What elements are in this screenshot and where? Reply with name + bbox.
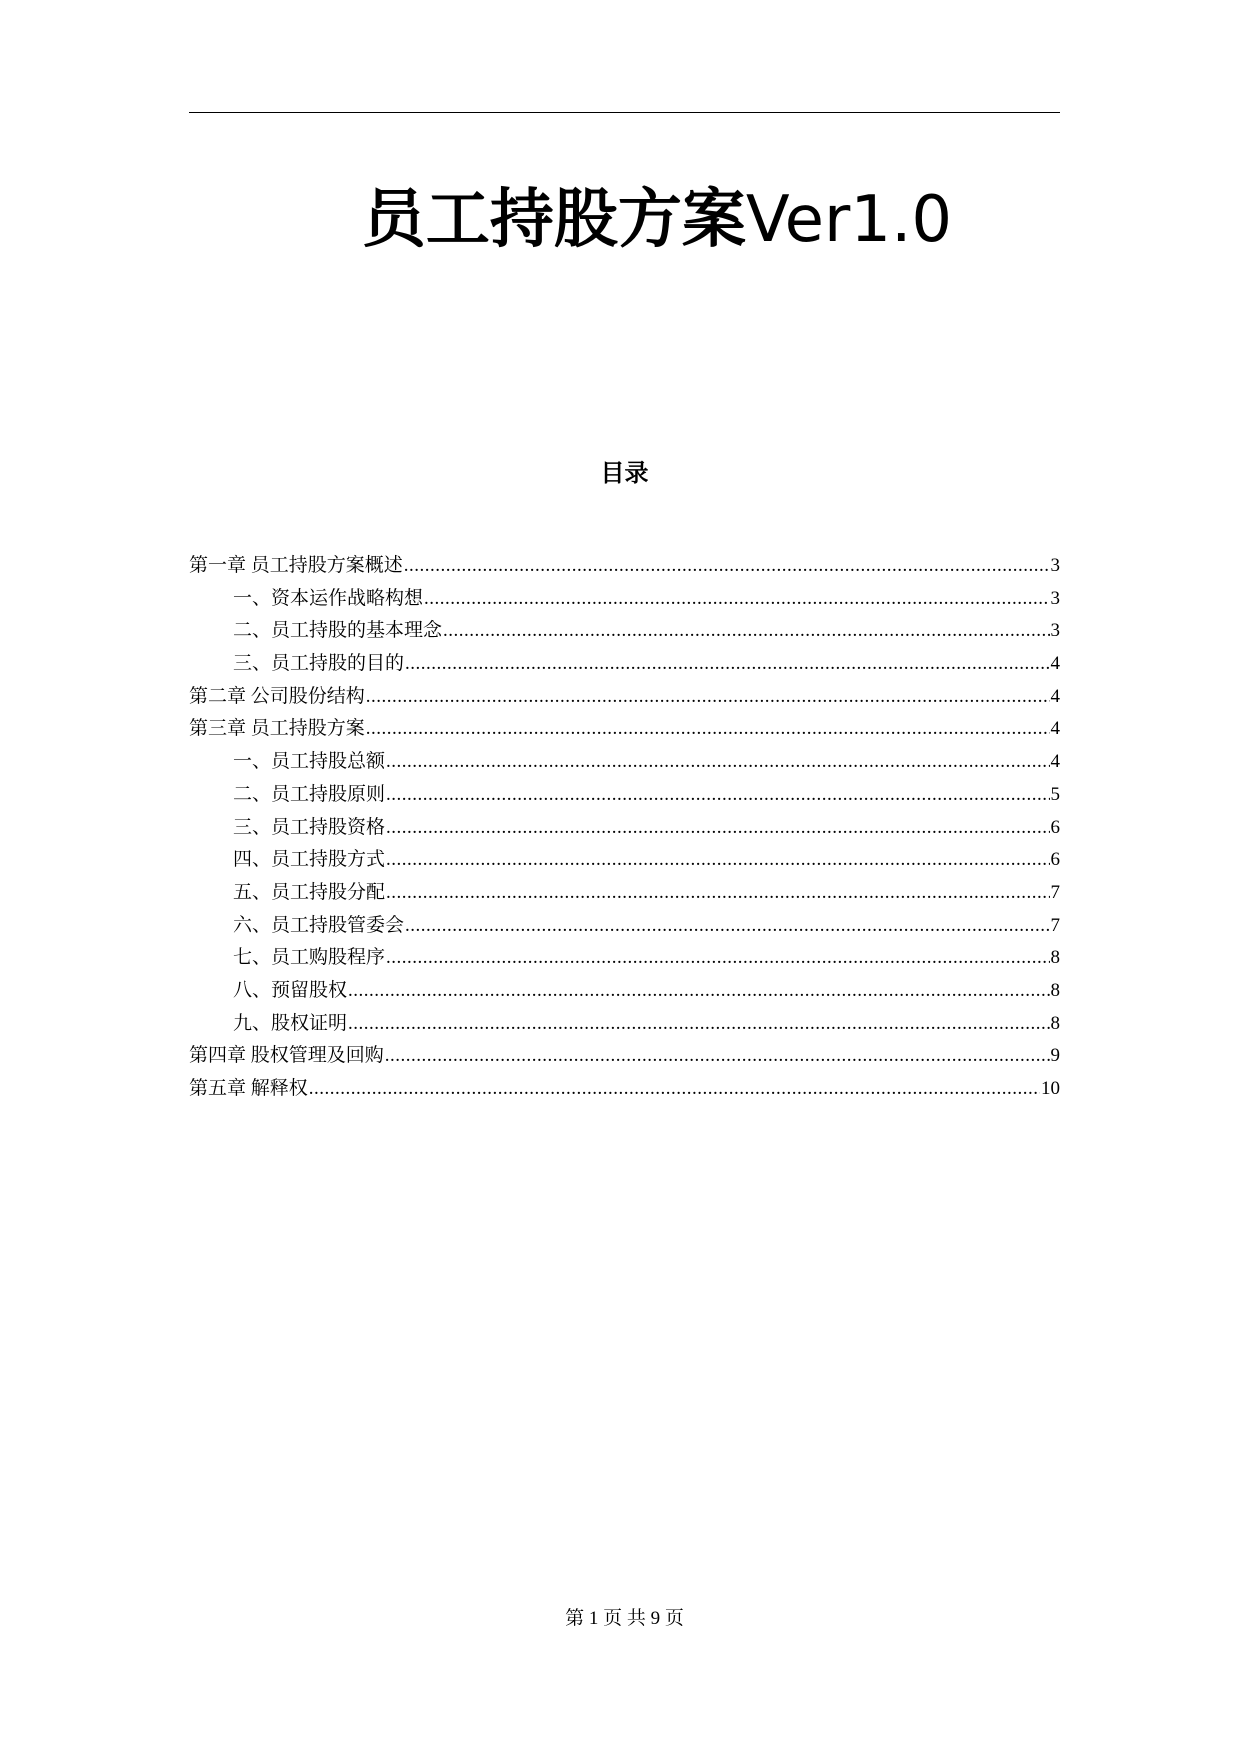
toc-dot-leader [404, 550, 1050, 583]
toc-dot-leader [424, 583, 1049, 616]
toc-entry-label: 九、股权证明 [233, 1012, 348, 1034]
toc-dot-leader [386, 877, 1049, 910]
toc-entry-label: 第一章 员工持股方案概述 [189, 555, 403, 576]
document-title [189, 180, 1125, 260]
table-of-contents [189, 550, 1060, 1106]
toc-entry-page-number: 9 [1050, 1045, 1060, 1067]
toc-entry-page-number: 4 [1050, 751, 1060, 773]
toc-entry-label: 第四章 股权管理及回购 [189, 1045, 384, 1067]
toc-chapter-entry[interactable] [189, 1040, 1060, 1073]
toc-section-entry[interactable] [189, 779, 1060, 812]
toc-entry-page-number: 4 [1050, 685, 1060, 707]
toc-dot-leader [405, 910, 1049, 943]
toc-entry-page-number: 3 [1050, 620, 1060, 642]
toc-entry-label: 七、员工购股程序 [233, 947, 386, 969]
toc-section-entry[interactable] [189, 942, 1060, 975]
toc-section-entry[interactable] [189, 877, 1060, 910]
toc-dot-leader [386, 746, 1049, 779]
toc-dot-leader [385, 1040, 1050, 1073]
toc-entry-label: 三、员工持股的目的 [233, 653, 405, 675]
toc-dot-leader [405, 648, 1049, 681]
toc-entry-page-number: 6 [1050, 849, 1060, 871]
toc-section-entry[interactable] [189, 844, 1060, 877]
toc-entry-page-number: 4 [1050, 653, 1060, 675]
toc-dot-leader [366, 681, 1050, 714]
toc-entry-label: 第二章 公司股份结构 [189, 685, 365, 707]
header-rule [189, 112, 1060, 113]
toc-dot-leader [348, 1008, 1049, 1041]
toc-entry-label: 五、员工持股分配 [233, 881, 386, 903]
toc-dot-leader [309, 1073, 1040, 1106]
toc-heading: 目录 [600, 459, 649, 487]
toc-entry-label: 三、员工持股资格 [233, 816, 386, 838]
toc-entry-label: 六、员工持股管委会 [233, 914, 405, 936]
toc-section-entry[interactable] [189, 746, 1060, 779]
toc-section-entry[interactable] [189, 583, 1060, 616]
toc-chapter-entry[interactable] [189, 1073, 1060, 1106]
toc-entry-label: 二、员工持股原则 [233, 783, 386, 805]
toc-dot-leader [386, 942, 1049, 975]
toc-entry-page-number: 7 [1050, 881, 1060, 903]
toc-entry-label: 第三章 员工持股方案 [189, 718, 365, 740]
toc-entry-label: 一、资本运作战略构想 [233, 587, 424, 609]
document-title-text: 员工持股方案 [361, 183, 746, 257]
toc-dot-leader [386, 812, 1049, 845]
page-footer: 第 1 页 共 9 页 [565, 1608, 684, 1629]
toc-entry-label: 第五章 解释权 [189, 1078, 308, 1099]
toc-entry-label: 八、预留股权 [233, 979, 348, 1001]
toc-entry-page-number: 5 [1050, 783, 1060, 805]
toc-entry-page-number: 8 [1050, 947, 1060, 969]
toc-entry-page-number: 4 [1050, 718, 1060, 740]
toc-entry-page-number: 6 [1050, 816, 1060, 838]
toc-entry-page-number: 10 [1041, 1078, 1060, 1099]
document-title-version: Ver1.0 [745, 183, 953, 257]
toc-entry-page-number: 3 [1050, 555, 1060, 576]
toc-entry-label: 一、员工持股总额 [233, 751, 386, 773]
toc-section-entry[interactable] [189, 910, 1060, 943]
toc-entry-page-number: 3 [1050, 587, 1060, 609]
toc-section-entry[interactable] [189, 975, 1060, 1008]
toc-section-entry[interactable] [189, 648, 1060, 681]
toc-section-entry[interactable] [189, 812, 1060, 845]
toc-dot-leader [386, 844, 1049, 877]
toc-entry-label: 四、员工持股方式 [233, 849, 386, 871]
toc-chapter-entry[interactable] [189, 713, 1060, 746]
toc-section-entry[interactable] [189, 1008, 1060, 1041]
toc-chapter-entry[interactable] [189, 681, 1060, 714]
toc-dot-leader [366, 713, 1050, 746]
toc-dot-leader [386, 779, 1049, 812]
toc-chapter-entry[interactable] [189, 550, 1060, 583]
toc-dot-leader [348, 975, 1049, 1008]
toc-entry-page-number: 7 [1050, 914, 1060, 936]
toc-dot-leader [443, 615, 1049, 648]
toc-section-entry[interactable] [189, 615, 1060, 648]
toc-entry-page-number: 8 [1050, 979, 1060, 1001]
toc-entry-page-number: 8 [1050, 1012, 1060, 1034]
toc-entry-label: 二、员工持股的基本理念 [233, 620, 443, 642]
